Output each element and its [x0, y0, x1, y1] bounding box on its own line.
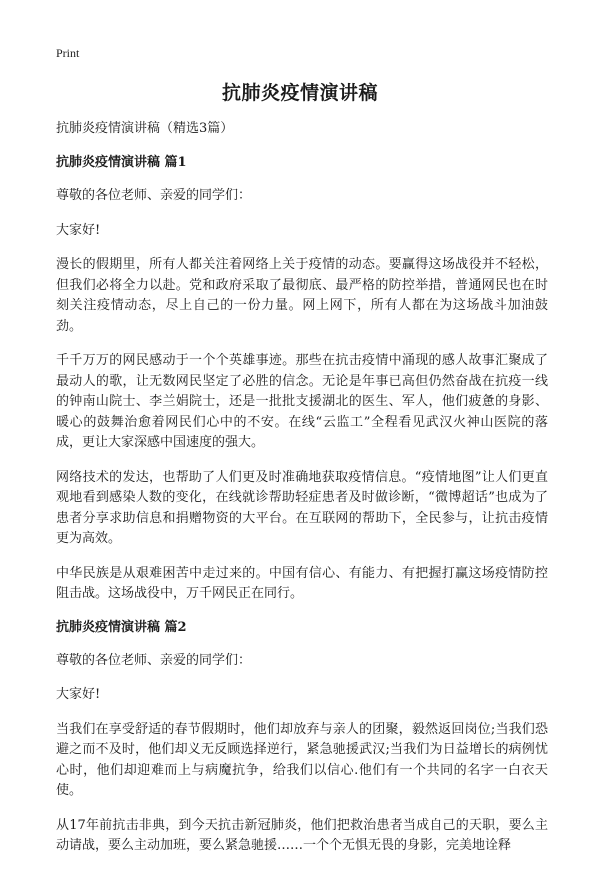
paragraph: 尊敬的各位老师、亲爱的同学们： — [56, 188, 252, 203]
paragraph: 从17年前抗击非典，到今天抗击新冠肺炎，他们把救治患者当成自己的天职，要么主动请战，要么主动加班，要么紧急驰援……一个个无惧无畏的身影，完美地诠释 — [56, 817, 548, 853]
paragraph: 大家好! — [56, 222, 101, 238]
paragraph: 漫长的假期里，所有人都关注着网络上关于疫情的动态。要赢得这场战役并不轻松，但我们必将全力以赴。党和政府采取了最彻底、最严格的防控举措，普通网民也在时刻关注疫情动态，尽上自己的一份力量。网上网下，所有人都在为这场战斗加油鼓劲。 — [56, 257, 548, 334]
section-heading: 抗肺炎疫情演讲稿 篇2 — [56, 619, 187, 635]
paragraph: 千千万万的网民感动于一个个英雄事迹。那些在抗击疫情中涌现的感人故事汇聚成了最动人的歌，让无数网民坚定了必胜的信念。无论是年事已高但仍然奋战在抗疫一线的钟南山院士、李兰娟院士，还是一批批支援湖北的医生、军人，他们疲惫的身影、暖心的鼓舞治愈着网民们心中的不安。在线“云监工”全程看见武汉火神山医院的落成，更让大家深感中国速度的强大。 — [56, 353, 548, 450]
paragraph: 中华民族是从艰难困苦中走过来的。中国有信心、有能力、有把握打赢这场疫情防控阻击战。这场战役中，万千网民正在同行。 — [56, 565, 548, 601]
paragraph: 网络技术的发达，也帮助了人们更及时准确地获取疫情信息。“疫情地图”让人们更直观地看到感染人数的变化，在线就诊帮助轻症患者及时做诊断，“微博超话”也成为了患者分享求助信息和捐赠物资的大平台。在互联网的帮助下，全民参与，让抗击疫情更为高效。 — [56, 469, 548, 546]
section-2 — [56, 619, 548, 857]
section-heading: 抗肺炎疫情演讲稿 篇1 — [56, 155, 187, 170]
document-body — [56, 120, 548, 871]
section-1 — [56, 154, 548, 605]
paragraph: 尊敬的各位老师、亲爱的同学们： — [56, 652, 252, 668]
print-link[interactable]: Print — [56, 46, 80, 60]
document-subtitle: 抗肺炎疫情演讲稿（精选3篇） — [56, 121, 234, 136]
page-title: 抗肺炎疫情演讲稿 — [221, 82, 378, 104]
paragraph: 大家好! — [56, 687, 101, 702]
paragraph: 当我们在享受舒适的春节假期时，他们却放弃与亲人的团聚，毅然返回岗位;当我们恐避之而不及时，他们却义无反顾选择逆行，紧急驰援武汉;当我们为日益增长的病例忧心时，他们却迎难而上与病魔抗争，给我们以信心.他们有一个共同的名字一白衣天使。 — [56, 721, 548, 798]
